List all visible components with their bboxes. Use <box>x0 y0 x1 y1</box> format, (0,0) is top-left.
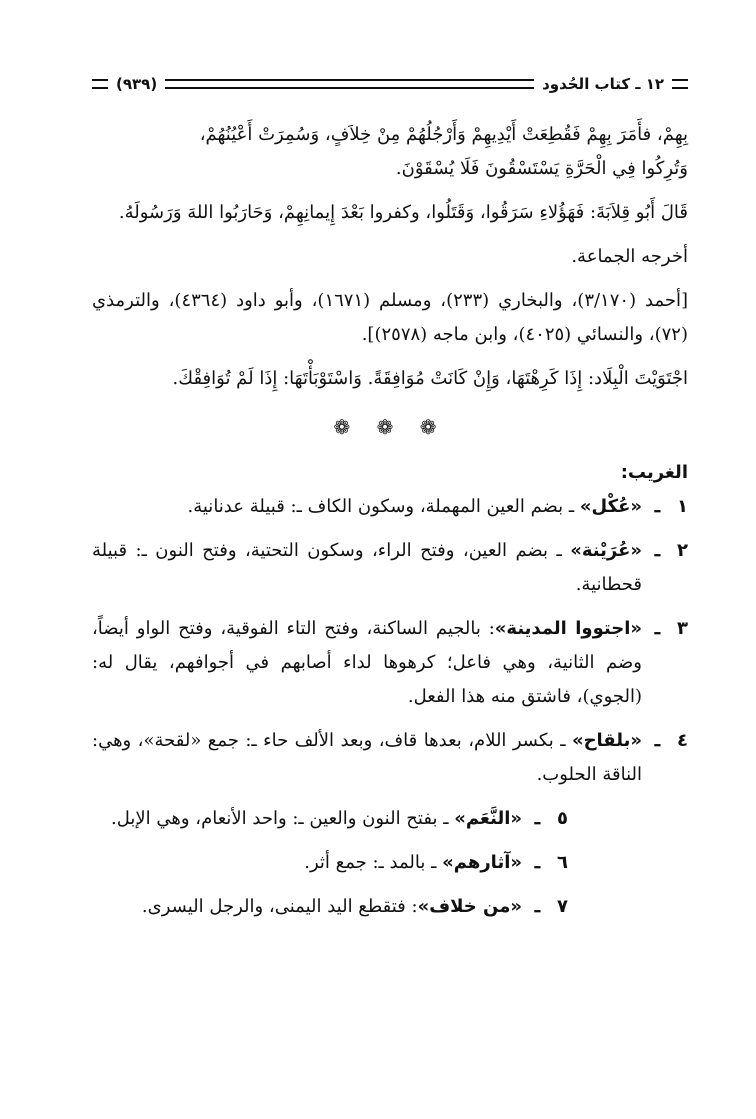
hadith-line-2: وَتُرِكُوا فِي الْحَرَّةِ يَسْتَسْقُونَ فَلَا يُسْقَوْنَ. <box>395 158 688 179</box>
gharib-item: ٥ ـ «النَّعَم» ـ بفتح النون والعين ـ: واحد الأنعام، وهي الإبل. <box>92 802 688 836</box>
item-text: ـ بضم العين المهملة، وسكون الكاف ـ: قبيلة عدنانية. <box>187 496 580 517</box>
item-text: : بالجيم الساكنة، وفتح التاء الفوقية، وفتح الواو أيضاً، وضم الثانية، وهي فاعل؛ كرهوها لداء أصابهم في أجوافهم، يقال له: (الجوي)، فاشتق منه هذا الفعل. <box>92 618 642 707</box>
header-rule-right <box>672 79 688 89</box>
page-header <box>92 72 688 96</box>
page-body <box>92 118 688 924</box>
item-number: ٣ <box>677 618 688 639</box>
page-number: (٩٣٩) <box>116 75 158 93</box>
item-number: ٥ <box>557 808 568 829</box>
item-number: ٧ <box>557 896 568 917</box>
item-term: «عُكْل» <box>579 496 642 517</box>
abu-qilaba-statement: قَالَ أَبُو قِلاَبَةَ: فَهَؤُلاءِ سَرَقُوا، وَقَتَلُوا، وكفروا بَعْدَ إِيمانِهِمْ، وَحَارَبُوا اللهَ وَرَسُولَهُ. <box>118 202 688 223</box>
item-text: ـ بفتح النون والعين ـ: واحد الأنعام، وهي الإبل. <box>111 808 455 829</box>
gharib-item: ٦ ـ «آثارهم» ـ بالمد ـ: جمع أثر. <box>92 846 688 880</box>
item-text: ـ بكسر اللام، بعدها قاف، وبعد الألف حاء ـ: جمع «لقحة»، وهي: الناقة الحلوب. <box>92 730 642 785</box>
item-term: «آثارهم» <box>442 852 522 873</box>
header-rule-middle <box>165 79 534 89</box>
item-term: «النَّعَم» <box>454 808 522 829</box>
section-separator: ❁ ❁ ❁ <box>333 415 447 439</box>
header-rule-left <box>92 79 108 89</box>
ijtawaytu-definition: اجْتَوَيْتَ الْبِلَاد: إِذَا كَرِهْتَهَا، وَإِنْ كَانَتْ مُوَافِقَةً. وَاسْتَوْبَأْتَهَا: إِذَا لَمْ تُوَافِقْكَ. <box>172 368 688 389</box>
item-number: ٤ <box>677 730 688 751</box>
gharib-item: ١ ـ «عُكْل» ـ بضم العين المهملة، وسكون الكاف ـ: قبيلة عدنانية. <box>92 490 688 524</box>
chapter-title: ١٢ ـ كتاب الحُدود <box>542 75 664 93</box>
item-text: : فتقطع اليد اليمنى، والرجل اليسرى. <box>141 896 418 917</box>
takhrij-line: أخرجه الجماعة. <box>571 246 688 267</box>
item-number: ٦ <box>557 852 568 873</box>
gharib-item: ٢ ـ «عُرَيْنة» ـ بضم العين، وفتح الراء، وسكون التحتية، وفتح النون ـ: قبيلة قحطانية. <box>92 534 688 602</box>
gharib-heading: الغريب: <box>620 462 688 483</box>
item-term: «من خلاف» <box>417 896 522 917</box>
gharib-item: ٣ ـ «اجتووا المدينة»: بالجيم الساكنة، وفتح التاء الفوقية، وفتح الواو أيضاً، وضم الثانية، وهي فاعل؛ كرهوها لداء أصابهم في أجوافهم، يقال له: (الجوي)، فاشتق منه هذا الفعل. <box>92 612 688 714</box>
item-text: ـ بضم العين، وفتح الراء، وسكون التحتية، وفتح النون ـ: قبيلة قحطانية. <box>92 540 642 595</box>
item-number: ١ <box>677 496 688 517</box>
hadith-line-1: بِهِمْ، فأَمَرَ بِهِمْ فَقُطِعَتْ أَيْدِيهِمْ وَأَرْجُلُهُمْ مِنْ خِلاَفٍ، وَسُمِرَتْ أَعْيُنُهُمْ، <box>199 124 688 145</box>
takhrij-references: [أحمد (٣/١٧٠)، والبخاري (٢٣٣)، ومسلم (١٦٧١)، وأبو داود (٤٣٦٤)، والترمذي (٧٢)، والنسائي (٤٠٢٥)، وابن ماجه (٢٥٧٨)]. <box>92 290 688 345</box>
item-text: ـ بالمد ـ: جمع أثر. <box>304 852 443 873</box>
item-term: «اجتووا المدينة» <box>494 618 642 639</box>
item-term: «عُرَيْنة» <box>570 540 642 561</box>
gharib-item: ٤ ـ «بلقاح» ـ بكسر اللام، بعدها قاف، وبعد الألف حاء ـ: جمع «لقحة»، وهي: الناقة الحلوب. <box>92 724 688 792</box>
gharib-item: ٧ ـ «من خلاف»: فتقطع اليد اليمنى، والرجل اليسرى. <box>92 890 688 924</box>
item-number: ٢ <box>677 540 688 561</box>
item-term: «بلقاح» <box>571 730 642 751</box>
